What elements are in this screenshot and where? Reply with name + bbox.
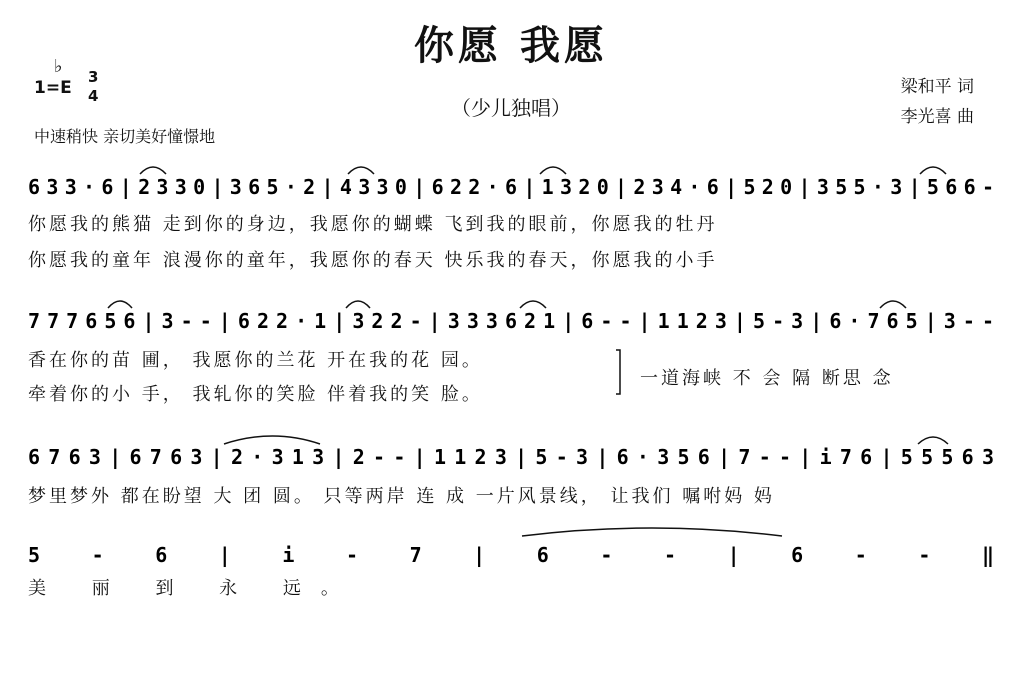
song-title: 你愿 我愿 [414, 23, 608, 69]
notation-line-1 [28, 168, 994, 208]
flat-symbol: ♭ [54, 56, 63, 77]
lyric-line-4: 美 丽 到 永 远。 [28, 578, 359, 599]
notes-row-4: 5 - 6 | i - 7 | 6 - - | 6 - - ‖ [28, 543, 994, 567]
composer-credit: 李光喜 曲 [900, 107, 974, 127]
time-signature-top: 3 [88, 68, 99, 86]
key-signature [34, 56, 99, 105]
score-row-4 [28, 540, 994, 700]
brace-mark [616, 350, 620, 394]
notation-line-2 [28, 302, 994, 342]
credits [901, 72, 974, 132]
song-subtitle: （少儿独唱） [451, 96, 571, 120]
lyricist-credit: 梁和平 词 [900, 77, 974, 97]
tempo-marking: 中速稍快 亲切美好憧憬地 [34, 127, 216, 146]
slur-marks [140, 167, 946, 174]
lyric-line-2-verse-1: 香在你的苗 圃， 我愿你的兰花 开在我的花 园。 [28, 350, 483, 371]
time-signature-bottom: 4 [88, 87, 99, 105]
lyric-line-3: 梦里梦外 都在盼望 大 团 圆。 只等两岸 连 成 一片风景线， 让我们 嘱咐妈 妈 [28, 486, 775, 507]
lyric-line-1-verse-2: 你愿我的童年 浪漫你的童年，我愿你的春天 快乐我的春天，你愿我的小手 [28, 250, 718, 271]
lyric-line-2-refrain: 一道海峡 不 会 隔 断思 念 [640, 368, 894, 389]
notes-row-2: 7 7 7 6 5 6 | 3 - - | 6 2 2 · 1 | 3 2 2 - | 3 3 3 6 2 1 | 6 - - | 1 1 2 3 | 5 - 3 | 6 · 7 6 5 | 3 - - [28, 309, 995, 333]
notation-line-3 [28, 438, 994, 478]
lyric-line-2-verse-2: 牵着你的小 手， 我轧你的笑脸 伴着我的笑 脸。 [28, 384, 483, 405]
notes-row-1: 6 3 3 · 6 | 2 3 3 0 | 3 6 5 · 2 | 4 3 3 0 | 6 2 2 · 6 | 1 3 2 0 | 2 3 4 · 6 | 5 2 0 | 3 5 5 · 3 | 5 6 6 - [28, 175, 994, 199]
lyric-line-1-verse-1: 你愿我的熊猫 走到你的身边，我愿你的蝴蝶 飞到我的眼前，你愿我的牡丹 [28, 214, 718, 235]
key-label: 1=E [34, 78, 72, 98]
notes-row-3: 6 7 6 3 | 6 7 6 3 | 2 · 3 1 3 | 2 - - | 1 1 2 3 | 5 - 3 | 6 · 3 5 6 | 7 - - | i 7 6 | 5 5 5 6 3 [28, 445, 994, 469]
time-signature [88, 68, 98, 106]
slur-marks [224, 436, 948, 444]
slur-marks [108, 301, 906, 308]
